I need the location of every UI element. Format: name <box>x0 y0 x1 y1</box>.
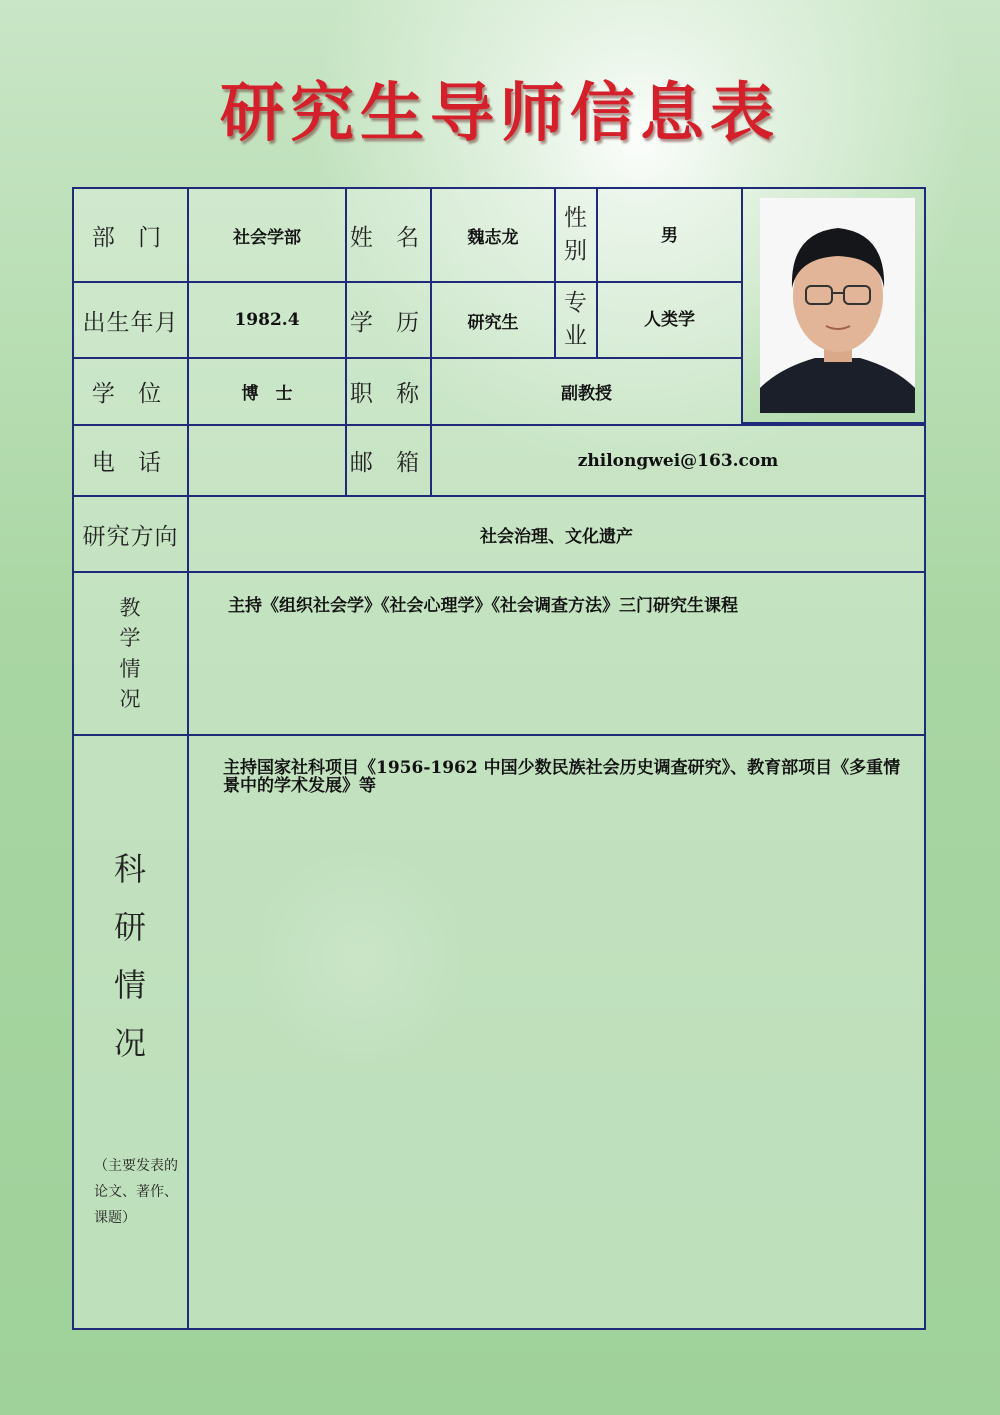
research-text: 主持国家社科项目《1956-1962 中国少数民族社会历史调查研究》、教育部项目《多重情景中的学术发展》等 <box>223 758 901 796</box>
title-value: 副教授 <box>561 384 612 404</box>
department-label-cell <box>72 187 189 283</box>
department-value-cell <box>187 187 347 283</box>
name-value: 魏志龙 <box>467 227 519 248</box>
research-direction-value-cell <box>187 495 926 573</box>
research-value-cell <box>187 734 926 1330</box>
research-label-4: 况 <box>113 1024 147 1062</box>
research-label-3: 情 <box>113 966 147 1004</box>
teaching-label-2: 学 <box>119 626 142 651</box>
teaching-label-1: 教 <box>119 595 142 620</box>
education-value-cell <box>430 281 556 359</box>
research-direction-label: 研究方向 <box>82 523 179 550</box>
gender-value-cell <box>596 187 743 283</box>
degree-label-cell <box>72 357 189 426</box>
name-value-cell <box>430 187 556 283</box>
major-label-2: 业 <box>564 323 588 349</box>
name-label-cell <box>345 187 432 283</box>
research-label-vertical <box>72 840 189 1072</box>
teaching-label-3: 情 <box>119 656 142 681</box>
title-label-cell <box>345 357 432 426</box>
research-label-2: 研 <box>113 908 147 946</box>
education-label: 学 历 <box>349 309 428 336</box>
major-value-cell <box>596 281 743 359</box>
degree-value-cell <box>187 357 347 426</box>
education-label-cell <box>345 281 432 359</box>
email-value-cell <box>430 424 926 497</box>
gender-value: 男 <box>661 226 678 246</box>
title-value-cell <box>430 357 743 426</box>
birth-label-cell <box>72 281 189 359</box>
email-label-cell <box>345 424 432 497</box>
name-label: 姓 名 <box>349 224 428 251</box>
degree-value: 博 士 <box>241 384 293 404</box>
major-value: 人类学 <box>644 310 695 330</box>
department-value: 社会学部 <box>233 227 301 248</box>
gender-label-1: 性 <box>564 204 588 231</box>
birth-value-cell <box>187 281 347 359</box>
phone-label: 电 话 <box>91 450 170 476</box>
email-label: 邮 箱 <box>349 450 428 476</box>
research-label-1: 科 <box>113 850 147 888</box>
teaching-label-4: 况 <box>119 686 142 711</box>
degree-label: 学 位 <box>91 381 170 407</box>
major-label-1: 专 <box>564 289 588 316</box>
research-direction-label-cell <box>72 495 189 573</box>
phone-label-cell <box>72 424 189 497</box>
research-direction-value: 社会治理、文化遗产 <box>480 526 633 547</box>
research-note: （主要发表的论文、著作、课题） <box>94 1158 178 1226</box>
teaching-label-cell <box>72 571 189 736</box>
teaching-text: 主持《组织社会学》《社会心理学》《社会调查方法》三门研究生课程 <box>228 596 738 616</box>
phone-value-cell <box>187 424 347 497</box>
gender-label-2: 别 <box>564 238 588 264</box>
birth-value: 1982.4 <box>234 310 300 330</box>
page-title: 研究生导师信息表 <box>220 77 780 151</box>
title-label: 职 称 <box>349 381 428 407</box>
department-label: 部 门 <box>91 224 170 251</box>
education-value: 研究生 <box>467 312 519 333</box>
email-value: zhilongwei@163.com <box>577 450 779 471</box>
portrait-photo <box>760 198 915 413</box>
birth-label: 出生年月 <box>82 309 179 336</box>
major-label-cell <box>554 281 598 359</box>
gender-label-cell <box>554 187 598 283</box>
